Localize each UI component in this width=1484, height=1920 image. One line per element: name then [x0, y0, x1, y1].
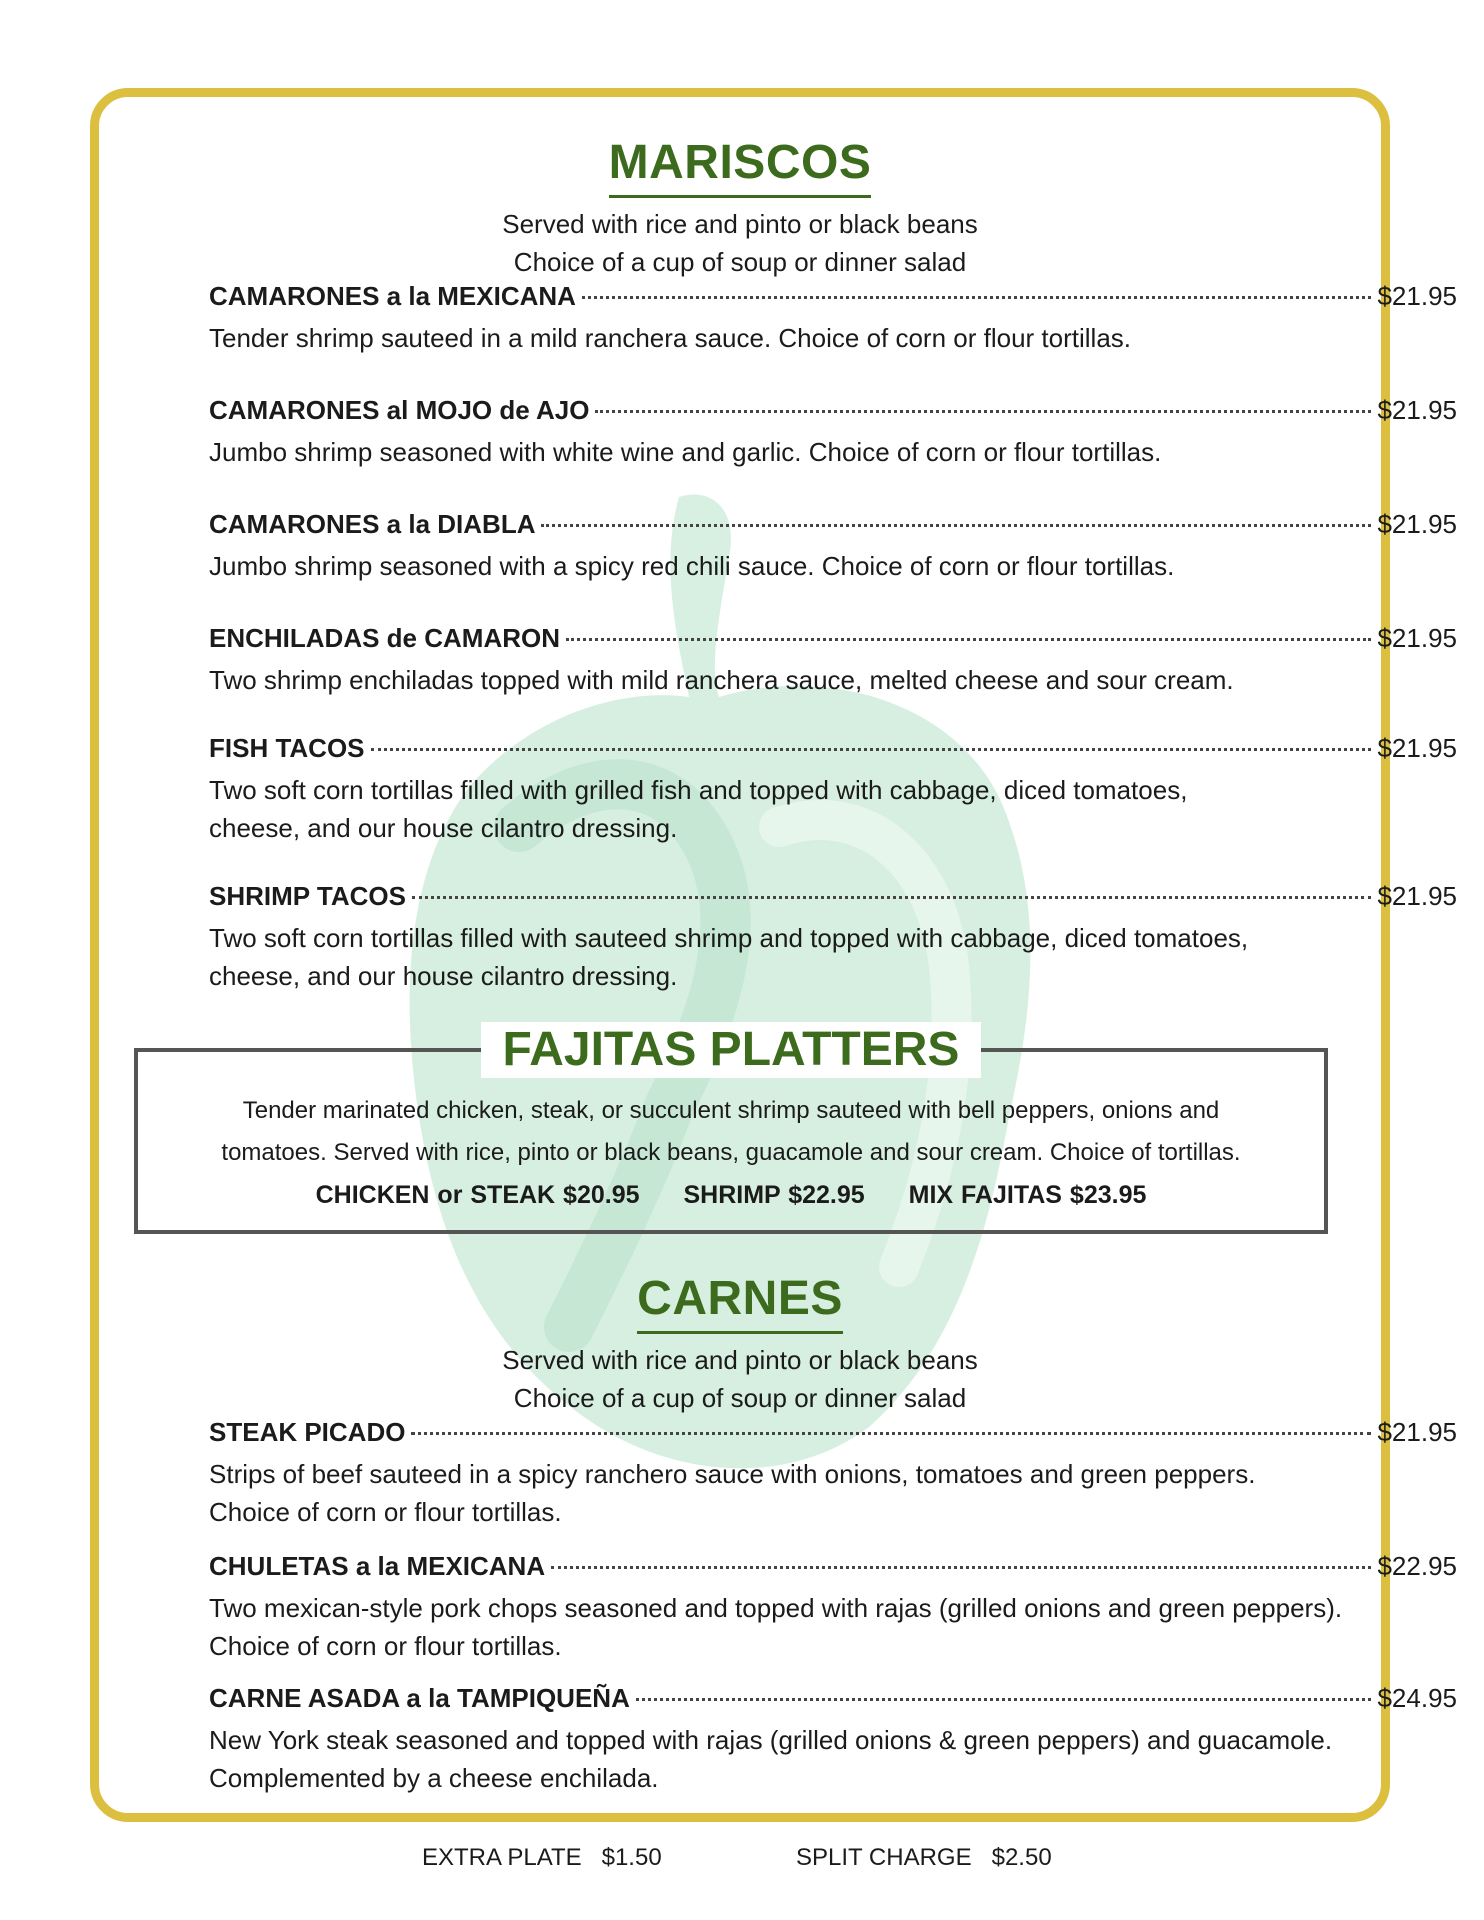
menu-item: CAMARONES a la DIABLA $21.95 Jumbo shrimp seasoned with a spicy red chili sauce. Choice of corn or flour tortillas. [209, 509, 1457, 581]
section-title-fajitas: FAJITAS PLATTERS [138, 1022, 1324, 1078]
fajitas-description: Tender marinated chicken, steak, or succulent shrimp sauteed with bell peppers, onions and tomatoes. Served with rice, pinto or black beans, guacamole and sour cream. Choice of tortillas. [221, 1097, 1241, 1166]
menu-item: SHRIMP TACOS $21.95 Two soft corn tortillas filled with sauteed shrimp and topped with cabbage, diced tomatoes, cheese, and our house cilantro dressing. [209, 881, 1457, 991]
section-title-mariscos: MARISCOS [99, 139, 1381, 198]
menu-item: ENCHILADAS de CAMARON $21.95 Two shrimp enchiladas topped with mild ranchera sauce, melted cheese and sour cream. [209, 623, 1457, 695]
menu-item: FISH TACOS $21.95 Two soft corn tortillas filled with grilled fish and topped with cabbage, diced tomatoes, cheese, and our house cilantro dressing. [209, 733, 1457, 843]
menu-item: CHULETAS a la MEXICANA $22.95 Two mexican-style pork chops seasoned and topped with rajas (grilled onions and green peppers). Choice of corn or flour tortillas. [209, 1551, 1457, 1661]
fajitas-price-chicken-steak: CHICKEN or STEAK $20.95 [315, 1181, 640, 1209]
carnes-subtitle: Served with rice and pinto or black beans Choice of a cup of soup or dinner salad [502, 1345, 978, 1413]
mariscos-subtitle: Served with rice and pinto or black beans Choice of a cup of soup or dinner salad [502, 209, 978, 277]
menu-item: STEAK PICADO $21.95 Strips of beef sauteed in a spicy ranchero sauce with onions, tomatoes and green peppers. Choice of corn or flour tortillas. [209, 1417, 1457, 1527]
fajitas-price-shrimp: SHRIMP $22.95 [683, 1181, 865, 1209]
section-title-carnes: CARNES [99, 1275, 1381, 1334]
split-charge: SPLIT CHARGE $2.50 [796, 1844, 1052, 1871]
fajitas-platters-box [134, 1023, 1328, 1234]
menu-item: CAMARONES al MOJO de AJO $21.95 Jumbo shrimp seasoned with white wine and garlic. Choice of corn or flour tortillas. [209, 395, 1457, 467]
menu-frame [90, 88, 1457, 1822]
fajitas-prices [138, 1174, 1324, 1216]
menu-item: CAMARONES a la MEXICANA $21.95 Tender shrimp sauteed in a mild ranchera sauce. Choice of corn or flour tortillas. [209, 281, 1457, 353]
extra-plate-charge: EXTRA PLATE $1.50 [422, 1844, 662, 1871]
menu-item: CARNE ASADA a la TAMPIQUEÑA $24.95 New York steak seasoned and topped with rajas (grilled onions & green peppers) and guacamole. Complemented by a cheese enchilada. [209, 1683, 1457, 1793]
fajitas-price-mix: MIX FAJITAS $23.95 [908, 1181, 1147, 1209]
menu-content [99, 97, 1457, 1813]
